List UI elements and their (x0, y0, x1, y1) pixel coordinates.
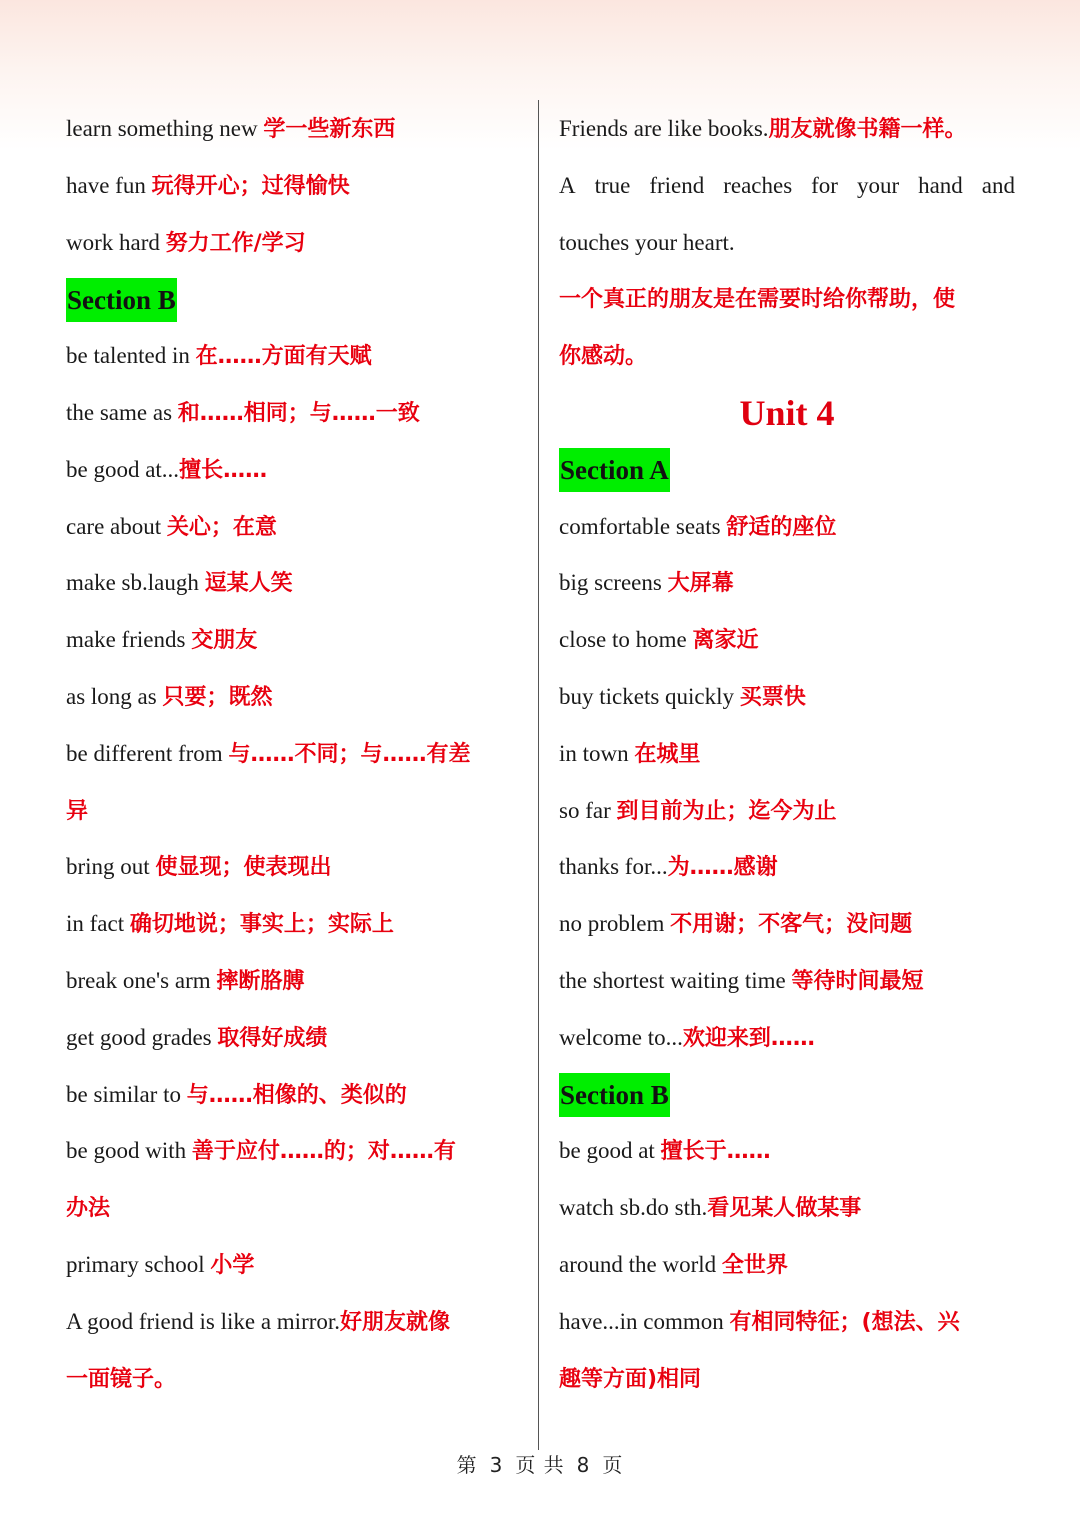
english-phrase: be good at... (66, 456, 180, 482)
vocab-line (66, 385, 522, 442)
section-heading (559, 442, 1015, 499)
vocab-line (559, 158, 1015, 215)
chinese-translation: 好朋友就像 (340, 1309, 451, 1335)
chinese-translation: 交朋友 (191, 628, 258, 654)
section-label: Section A (559, 448, 670, 492)
footer-middle: 页 共 (515, 1453, 565, 1477)
chinese-translation: 朋友就像书籍一样。 (768, 117, 967, 142)
vocab-line (559, 1294, 1015, 1351)
english-phrase: in town (559, 740, 635, 766)
current-page-number: 3 (489, 1453, 504, 1477)
column-divider (538, 100, 539, 1450)
vocab-line (559, 612, 1015, 669)
english-phrase: break one's arm (66, 967, 217, 993)
vocab-line (559, 101, 1015, 158)
total-pages: 8 (576, 1453, 591, 1477)
vocab-line (559, 783, 1015, 840)
vocab-line (559, 1180, 1015, 1237)
chinese-translation: 逗某人笑 (204, 571, 293, 597)
english-phrase: be different from (66, 740, 229, 766)
vocab-line (66, 158, 522, 215)
english-phrase: primary school (66, 1251, 211, 1277)
english-phrase: buy tickets quickly (559, 683, 740, 709)
english-phrase: so far (559, 797, 617, 823)
chinese-translation: 为……感谢 (667, 855, 778, 881)
footer-prefix: 第 (456, 1453, 478, 1477)
chinese-translation: 舒适的座位 (726, 514, 837, 540)
english-word: friend (649, 172, 705, 198)
english-word: reaches (723, 172, 793, 198)
vocab-line (66, 612, 522, 669)
chinese-translation: 学一些新东西 (263, 117, 396, 142)
vocab-line (66, 726, 522, 783)
vocab-line (559, 328, 1015, 385)
chinese-translation: 玩得开心；过得愉快 (151, 173, 350, 199)
section-label: Section B (66, 278, 177, 322)
unit-title: Unit 4 (739, 392, 835, 433)
chinese-translation: 善于应付……的；对……有 (191, 1139, 456, 1165)
english-phrase: comfortable seats (559, 513, 727, 539)
chinese-translation: 买票快 (739, 684, 806, 710)
english-phrase: work hard (66, 229, 166, 255)
english-phrase: Friends are like books. (559, 116, 769, 141)
chinese-translation: 你感动。 (559, 344, 648, 370)
vocab-line (559, 1351, 1015, 1408)
vocab-line (559, 271, 1015, 328)
vocab-line (559, 499, 1015, 556)
vocab-line (66, 839, 522, 896)
section-heading (559, 1067, 1015, 1124)
english-phrase: make sb.laugh (66, 570, 205, 596)
vocab-line (559, 215, 1015, 272)
english-phrase: have...in common (559, 1308, 730, 1334)
chinese-translation: 努力工作/学习 (165, 230, 306, 256)
chinese-translation: 确切地说；事实上；实际上 (129, 912, 394, 938)
left-column (66, 101, 522, 1407)
english-phrase: be similar to (66, 1081, 187, 1107)
english-phrase: get good grades (66, 1024, 218, 1050)
chinese-translation: 在……方面有天赋 (195, 344, 372, 370)
vocab-line (559, 1237, 1015, 1294)
chinese-translation: 办法 (66, 1196, 111, 1222)
chinese-translation: 和……相同；与……一致 (177, 400, 420, 426)
english-word: for (811, 172, 838, 198)
vocab-line (66, 499, 522, 556)
chinese-translation: 一面镜子。 (66, 1366, 177, 1392)
chinese-translation: 离家近 (692, 628, 759, 654)
english-phrase: bring out (66, 854, 156, 880)
vocab-line (66, 953, 522, 1010)
vocab-line (66, 1123, 522, 1180)
chinese-translation: 与……相像的、类似的 (186, 1082, 407, 1108)
vocab-line (559, 726, 1015, 783)
vocab-line (66, 1294, 522, 1351)
english-word: your (856, 172, 900, 198)
vocab-line (66, 896, 522, 953)
chinese-translation: 擅长…… (179, 457, 268, 483)
footer-suffix: 页 (602, 1453, 624, 1477)
vocab-line (559, 555, 1015, 612)
vocab-line (66, 1351, 522, 1408)
chinese-translation: 擅长于…… (660, 1139, 771, 1165)
vocab-line (66, 669, 522, 726)
english-word: and (981, 172, 1015, 198)
section-heading (66, 271, 522, 328)
right-column (559, 101, 1015, 1407)
vocab-line (66, 555, 522, 612)
chinese-translation: 取得好成绩 (217, 1025, 328, 1051)
english-phrase: care about (66, 513, 167, 539)
english-phrase: A good friend is like a mirror. (66, 1308, 341, 1334)
english-phrase: no problem (559, 911, 671, 937)
english-phrase: the same as (66, 399, 178, 425)
vocab-line (66, 1010, 522, 1067)
english-phrase: touches your heart. (559, 229, 735, 255)
chinese-translation: 一个真正的朋友是在需要时给你帮助，使 (559, 287, 956, 313)
section-label: Section B (559, 1073, 670, 1117)
vocab-line (66, 215, 522, 272)
english-phrase: around the world (559, 1251, 722, 1277)
vocab-line (559, 1010, 1015, 1067)
vocab-line (66, 442, 522, 499)
chinese-translation: 摔断胳膊 (216, 968, 305, 994)
english-word: true (594, 172, 631, 198)
english-phrase: in fact (66, 911, 130, 937)
english-word: A (559, 172, 576, 198)
vocab-line (66, 101, 522, 158)
english-phrase: be talented in (66, 343, 196, 369)
english-phrase: the shortest waiting time (559, 967, 792, 993)
chinese-translation: 使显现；使表现出 (155, 855, 332, 881)
chinese-translation: 看见某人做某事 (707, 1196, 862, 1222)
english-phrase: learn something new (66, 116, 264, 141)
chinese-translation: 趣等方面)相同 (559, 1366, 702, 1392)
chinese-translation: 到目前为止；迄今为止 (616, 798, 837, 824)
vocab-line (66, 1067, 522, 1124)
english-phrase: as long as (66, 683, 163, 709)
chinese-translation: 小学 (210, 1252, 255, 1278)
vocab-line (559, 953, 1015, 1010)
english-phrase: be good at (559, 1138, 661, 1164)
vocab-line (66, 328, 522, 385)
english-word: hand (918, 172, 963, 198)
vocab-line (66, 1180, 522, 1237)
english-phrase: close to home (559, 627, 693, 653)
english-phrase: thanks for... (559, 854, 668, 880)
chinese-translation: 等待时间最短 (791, 968, 924, 994)
chinese-translation: 只要；既然 (162, 684, 273, 710)
page-footer (0, 1449, 1080, 1478)
english-phrase: welcome to... (559, 1024, 683, 1050)
chinese-translation: 有相同特征；(想法、兴 (729, 1309, 960, 1335)
vocab-line (559, 1123, 1015, 1180)
chinese-translation: 大屏幕 (667, 571, 734, 597)
chinese-translation: 关心；在意 (166, 514, 277, 540)
chinese-translation: 全世界 (721, 1252, 788, 1278)
vocab-line (66, 1237, 522, 1294)
chinese-translation: 在城里 (634, 741, 701, 767)
chinese-translation: 异 (66, 798, 89, 824)
english-phrase: be good with (66, 1138, 192, 1164)
vocab-line (559, 896, 1015, 953)
vocab-line (559, 669, 1015, 726)
vocab-line (559, 839, 1015, 896)
english-phrase: make friends (66, 627, 192, 653)
english-phrase: watch sb.do sth. (559, 1195, 708, 1221)
chinese-translation: 欢迎来到…… (682, 1025, 815, 1051)
english-phrase: big screens (559, 570, 668, 596)
vocab-line (66, 783, 522, 840)
chinese-translation: 不用谢；不客气；没问题 (670, 912, 913, 938)
chinese-translation: 与……不同；与……有差 (228, 741, 471, 767)
english-phrase: have fun (66, 172, 152, 198)
